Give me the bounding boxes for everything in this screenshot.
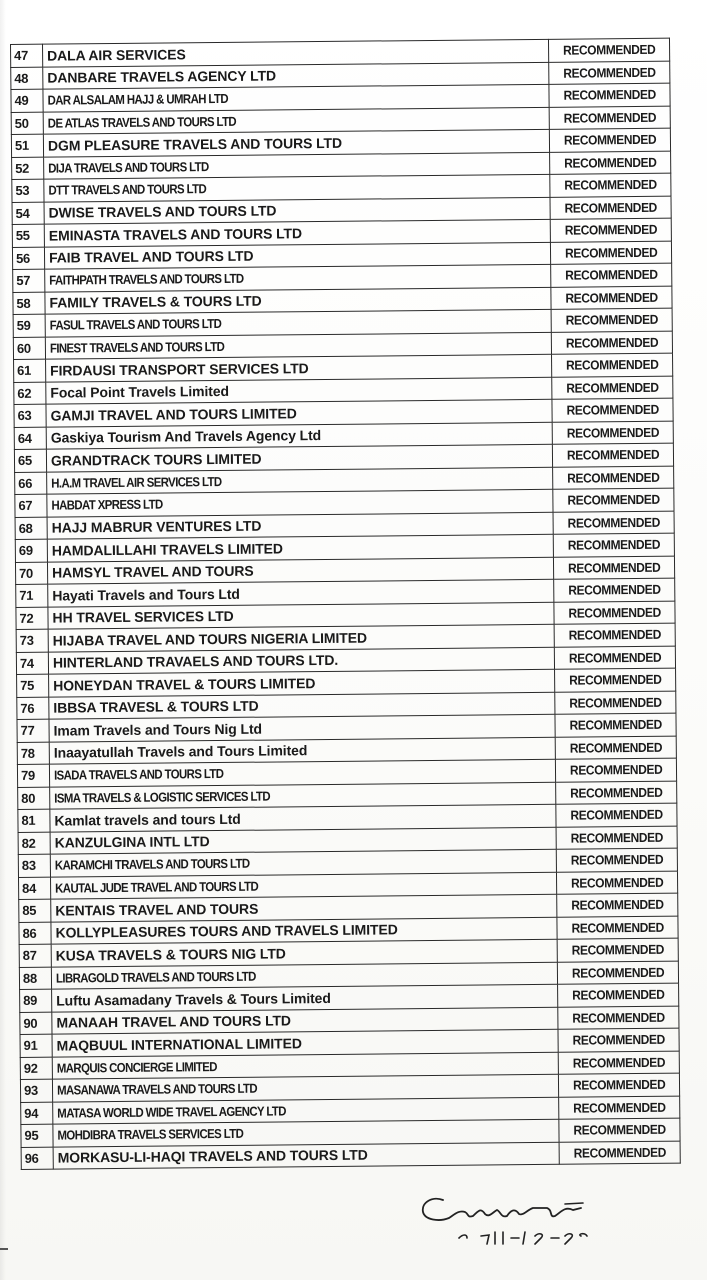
agency-name: HAMSYL TRAVEL AND TOURS <box>52 562 254 581</box>
status-badge: RECOMMENDED <box>567 492 660 508</box>
status-cell <box>553 511 674 535</box>
status-cell <box>559 1118 680 1142</box>
status-cell <box>555 758 676 782</box>
status-badge: RECOMMENDED <box>572 1032 665 1048</box>
agency-name: KENTAIS TRAVEL AND TOURS <box>55 900 259 919</box>
agency-name: Gaskiya Tourism And Travels Agency Ltd <box>50 427 322 446</box>
status-badge: RECOMMENDED <box>570 829 663 846</box>
status-cell <box>550 173 671 197</box>
agency-list-sheet <box>10 38 681 1170</box>
status-badge: RECOMMENDED <box>564 244 658 261</box>
serial-number: 88 <box>19 967 51 990</box>
status-badge: RECOMMENDED <box>572 1054 666 1071</box>
serial-number: 57 <box>13 269 45 292</box>
status-cell <box>556 871 677 895</box>
status-badge: RECOMMENDED <box>571 919 664 936</box>
status-cell <box>554 578 675 602</box>
serial-number: 84 <box>18 877 50 900</box>
status-cell <box>558 1051 679 1075</box>
agency-name: MAQBUUL INTERNATIONAL LIMITED <box>56 1034 302 1054</box>
agency-name: HIJABA TRAVEL AND TOURS NIGERIA LIMITED <box>52 629 368 649</box>
agency-name: FINEST TRAVELS AND TOURS LTD <box>49 338 225 356</box>
status-cell <box>548 38 669 62</box>
serial-number: 55 <box>12 224 44 247</box>
serial-number: 83 <box>18 854 50 877</box>
status-cell <box>552 398 673 422</box>
status-badge: RECOMMENDED <box>570 807 663 823</box>
serial-number: 59 <box>13 314 45 337</box>
agency-name: Luftu Asamadany Travels & Tours Limited <box>56 989 331 1009</box>
serial-number: 91 <box>20 1034 52 1057</box>
status-cell <box>549 128 670 152</box>
status-cell <box>557 961 678 985</box>
status-badge: RECOMMENDED <box>572 1077 666 1093</box>
status-cell <box>555 691 676 715</box>
status-cell <box>559 1096 680 1120</box>
status-badge: RECOMMENDED <box>571 942 664 958</box>
serial-number: 92 <box>20 1057 52 1080</box>
serial-number: 56 <box>12 247 44 270</box>
agency-name: Kamlat travels and tours Ltd <box>54 810 241 829</box>
agency-name: DE ATLAS TRAVELS AND TOURS LTD <box>47 113 237 131</box>
agency-name: GAMJI TRAVEL AND TOURS LIMITED <box>50 405 297 424</box>
agency-name: ISMA TRAVELS & LOGISTIC SERVICES LTD <box>54 788 271 806</box>
status-badge: RECOMMENDED <box>566 402 659 418</box>
status-cell <box>551 331 672 355</box>
status-cell <box>550 151 671 175</box>
agency-name: KOLLYPLEASURES TOURS AND TRAVELS LIMITED <box>55 921 398 941</box>
agency-name: MARQUIS CONCIERGE LIMITED <box>56 1058 217 1076</box>
status-badge: RECOMMENDED <box>571 987 665 1003</box>
serial-number: 70 <box>15 562 47 585</box>
agency-name: H.A.M TRAVEL AIR SERVICES LTD <box>51 473 222 491</box>
status-cell <box>558 983 679 1007</box>
status-badge: RECOMMENDED <box>565 289 658 306</box>
agency-name: KAUTAL JUDE TRAVEL AND TOURS LTD <box>55 878 259 896</box>
status-badge: RECOMMENDED <box>565 312 658 328</box>
serial-number: 52 <box>12 157 44 180</box>
agency-name: HABDAT XPRESS LTD <box>51 496 163 513</box>
agency-name: Focal Point Travels Limited <box>50 383 229 401</box>
agency-name: Imam Travels and Tours Nig Ltd <box>53 720 263 739</box>
status-badge: RECOMMENDED <box>565 267 658 283</box>
agency-name: LIBRAGOLD TRAVELS AND TOURS LTD <box>55 968 256 986</box>
status-badge: RECOMMENDED <box>564 199 657 216</box>
status-badge: RECOMMENDED <box>563 109 656 126</box>
status-cell <box>554 623 675 647</box>
serial-number: 67 <box>15 494 47 517</box>
serial-number: 47 <box>11 44 43 67</box>
serial-number: 79 <box>17 764 49 787</box>
agency-name: DWISE TRAVELS AND TOURS LTD <box>48 202 277 221</box>
signature-underline <box>565 1203 583 1204</box>
status-badge: RECOMMENDED <box>570 874 664 891</box>
serial-number: 66 <box>15 472 47 495</box>
agency-name: ISADA TRAVELS AND TOURS LTD <box>53 766 224 783</box>
agency-name: MORKASU-LI-HAQI TRAVELS AND TOURS LTD <box>57 1146 368 1166</box>
status-cell <box>550 241 671 265</box>
status-badge: RECOMMENDED <box>564 222 658 238</box>
status-cell <box>558 1073 679 1097</box>
status-badge: RECOMMENDED <box>566 379 659 396</box>
status-badge: RECOMMENDED <box>563 154 657 171</box>
status-cell <box>557 893 678 917</box>
status-cell <box>557 916 678 940</box>
agency-name: MATASA WORLD WIDE TRAVEL AGENCY LTD <box>57 1103 286 1121</box>
serial-number: 63 <box>14 404 46 427</box>
agency-name: FAITHPATH TRAVELS AND TOURS LTD <box>49 271 244 288</box>
serial-number: 72 <box>16 607 48 630</box>
status-badge: RECOMMENDED <box>567 559 661 576</box>
agency-name: IBBSA TRAVESL & TOURS LTD <box>53 697 259 716</box>
status-cell <box>554 646 675 670</box>
status-cell <box>550 196 671 220</box>
agency-name: KANZULGINA INTL LTD <box>54 833 210 851</box>
agency-name: MANAAH TRAVEL AND TOURS LTD <box>56 1012 291 1031</box>
serial-number: 95 <box>21 1124 53 1147</box>
agency-name: KARAMCHI TRAVELS AND TOURS LTD <box>54 855 250 873</box>
agency-name: MASANAWA TRAVELS AND TOURS LTD <box>56 1080 258 1098</box>
status-badge: RECOMMENDED <box>568 672 662 688</box>
agency-name: DAR ALSALAM HAJJ & UMRAH LTD <box>47 91 229 108</box>
agency-name: DALA AIR SERVICES <box>47 46 186 64</box>
status-badge: RECOMMENDED <box>565 334 659 351</box>
serial-number: 86 <box>19 922 51 945</box>
status-cell <box>549 61 670 85</box>
agency-name: DTT TRAVELS AND TOURS LTD <box>48 181 207 198</box>
agency-name: HAJJ MABRUR VENTURES LTD <box>51 517 262 536</box>
serial-number: 74 <box>16 652 48 675</box>
status-cell <box>549 106 670 130</box>
serial-number: 54 <box>12 202 44 225</box>
serial-number: 69 <box>15 539 47 562</box>
status-cell <box>553 488 674 512</box>
status-badge: RECOMMENDED <box>570 852 664 868</box>
page-edge-shadow <box>0 0 6 1280</box>
status-cell <box>549 83 670 107</box>
serial-number: 60 <box>13 337 45 360</box>
status-badge: RECOMMENDED <box>563 132 657 148</box>
status-badge: RECOMMENDED <box>568 649 662 666</box>
serial-number: 61 <box>14 359 46 382</box>
serial-number: 62 <box>14 382 46 405</box>
serial-number: 51 <box>11 134 43 157</box>
status-badge: RECOMMENDED <box>566 447 660 463</box>
status-badge: RECOMMENDED <box>565 357 659 373</box>
serial-number: 76 <box>17 697 49 720</box>
serial-number: 87 <box>19 944 51 967</box>
serial-number: 50 <box>11 112 43 135</box>
serial-number: 49 <box>11 89 43 112</box>
serial-number: 73 <box>16 629 48 652</box>
status-badge: RECOMMENDED <box>569 717 662 733</box>
status-badge: RECOMMENDED <box>566 424 659 441</box>
status-badge: RECOMMENDED <box>569 784 663 801</box>
serial-number: 64 <box>14 427 46 450</box>
status-badge: RECOMMENDED <box>568 582 661 598</box>
status-badge: RECOMMENDED <box>571 897 664 913</box>
status-cell <box>555 736 676 760</box>
serial-number: 96 <box>21 1147 53 1170</box>
serial-number: 71 <box>16 584 48 607</box>
agency-name: HONEYDAN TRAVEL & TOURS LIMITED <box>53 674 316 694</box>
agency-name: MOHDIBRA TRAVELS SERVICES LTD <box>57 1126 244 1143</box>
status-cell <box>551 263 672 287</box>
agency-name: Hayati Travels and Tours Ltd <box>52 585 240 604</box>
status-badge: RECOMMENDED <box>572 1009 665 1026</box>
serial-number: 48 <box>11 67 43 90</box>
page-edge-mark <box>0 1248 8 1250</box>
agency-name: KUSA TRAVELS & TOURS NIG LTD <box>55 945 286 964</box>
status-cell <box>553 533 674 557</box>
status-badge: RECOMMENDED <box>568 604 661 621</box>
status-badge: RECOMMENDED <box>569 694 662 711</box>
serial-number: 85 <box>19 899 51 922</box>
status-cell <box>557 938 678 962</box>
agency-name: FASUL TRAVELS AND TOURS LTD <box>49 316 222 333</box>
agency-name: FAIB TRAVEL AND TOURS LTD <box>48 247 254 266</box>
agency-name: HH TRAVEL SERVICES LTD <box>52 608 234 626</box>
agency-name: FIRDAUSI TRANSPORT SERVICES LTD <box>50 359 309 379</box>
status-cell <box>552 443 673 467</box>
signature-date-stroke <box>459 1232 587 1244</box>
status-cell <box>551 286 672 310</box>
signature-icon <box>415 1188 655 1248</box>
status-cell <box>553 556 674 580</box>
agency-name: EMINASTA TRAVELS AND TOURS LTD <box>48 224 303 244</box>
serial-number: 75 <box>17 674 49 697</box>
status-badge: RECOMMENDED <box>567 514 660 531</box>
status-cell <box>559 1141 680 1165</box>
signature-stroke <box>423 1199 581 1220</box>
status-badge: RECOMMENDED <box>564 177 657 193</box>
serial-number: 90 <box>20 1012 52 1035</box>
status-badge: RECOMMENDED <box>566 469 660 486</box>
status-badge: RECOMMENDED <box>563 64 656 81</box>
serial-number: 89 <box>20 989 52 1012</box>
status-cell <box>555 668 676 692</box>
status-badge: RECOMMENDED <box>563 87 656 103</box>
status-cell <box>552 353 673 377</box>
status-badge: RECOMMENDED <box>567 537 661 553</box>
agency-table <box>10 38 681 1170</box>
serial-number: 58 <box>13 292 45 315</box>
agency-name: HAMDALILLAHI TRAVELS LIMITED <box>51 540 283 559</box>
serial-number: 93 <box>20 1079 52 1102</box>
status-badge: RECOMMENDED <box>571 964 665 981</box>
agency-name: GRANDTRACK TOURS LIMITED <box>50 450 262 469</box>
status-cell <box>556 781 677 805</box>
status-badge: RECOMMENDED <box>569 739 662 756</box>
agency-name: Inaayatullah Travels and Tours Limited <box>53 742 308 761</box>
status-cell <box>558 1028 679 1052</box>
serial-number: 68 <box>15 517 47 540</box>
status-badge: RECOMMENDED <box>568 627 661 643</box>
agency-name: HINTERLAND TRAVAELS AND TOURS LTD. <box>52 652 339 671</box>
agency-table-body <box>11 38 681 1169</box>
serial-number: 82 <box>18 832 50 855</box>
status-badge: RECOMMENDED <box>573 1099 666 1116</box>
status-cell <box>553 466 674 490</box>
agency-name: DANBARE TRAVELS AGENCY LTD <box>47 67 277 86</box>
status-cell <box>556 803 677 827</box>
status-cell <box>554 601 675 625</box>
serial-number: 78 <box>17 742 49 765</box>
serial-number: 53 <box>12 179 44 202</box>
status-cell <box>552 376 673 400</box>
status-cell <box>550 218 671 242</box>
status-badge: RECOMMENDED <box>569 762 663 778</box>
status-cell <box>552 421 673 445</box>
status-cell <box>555 713 676 737</box>
agency-name: FAMILY TRAVELS & TOURS LTD <box>49 292 262 311</box>
status-badge: RECOMMENDED <box>573 1144 666 1161</box>
serial-number: 65 <box>14 449 46 472</box>
agency-name-cell <box>53 1142 559 1169</box>
serial-number: 94 <box>21 1102 53 1125</box>
agency-name: DIJA TRAVELS AND TOURS LTD <box>48 158 209 176</box>
status-badge: RECOMMENDED <box>573 1122 666 1138</box>
status-cell <box>556 826 677 850</box>
status-cell <box>558 1006 679 1030</box>
serial-number: 77 <box>17 719 49 742</box>
agency-name: DGM PLEASURE TRAVELS AND TOURS LTD <box>47 134 343 154</box>
status-cell <box>551 308 672 332</box>
status-badge: RECOMMENDED <box>562 42 656 58</box>
serial-number: 80 <box>18 787 50 810</box>
serial-number: 81 <box>18 809 50 832</box>
status-cell <box>556 848 677 872</box>
